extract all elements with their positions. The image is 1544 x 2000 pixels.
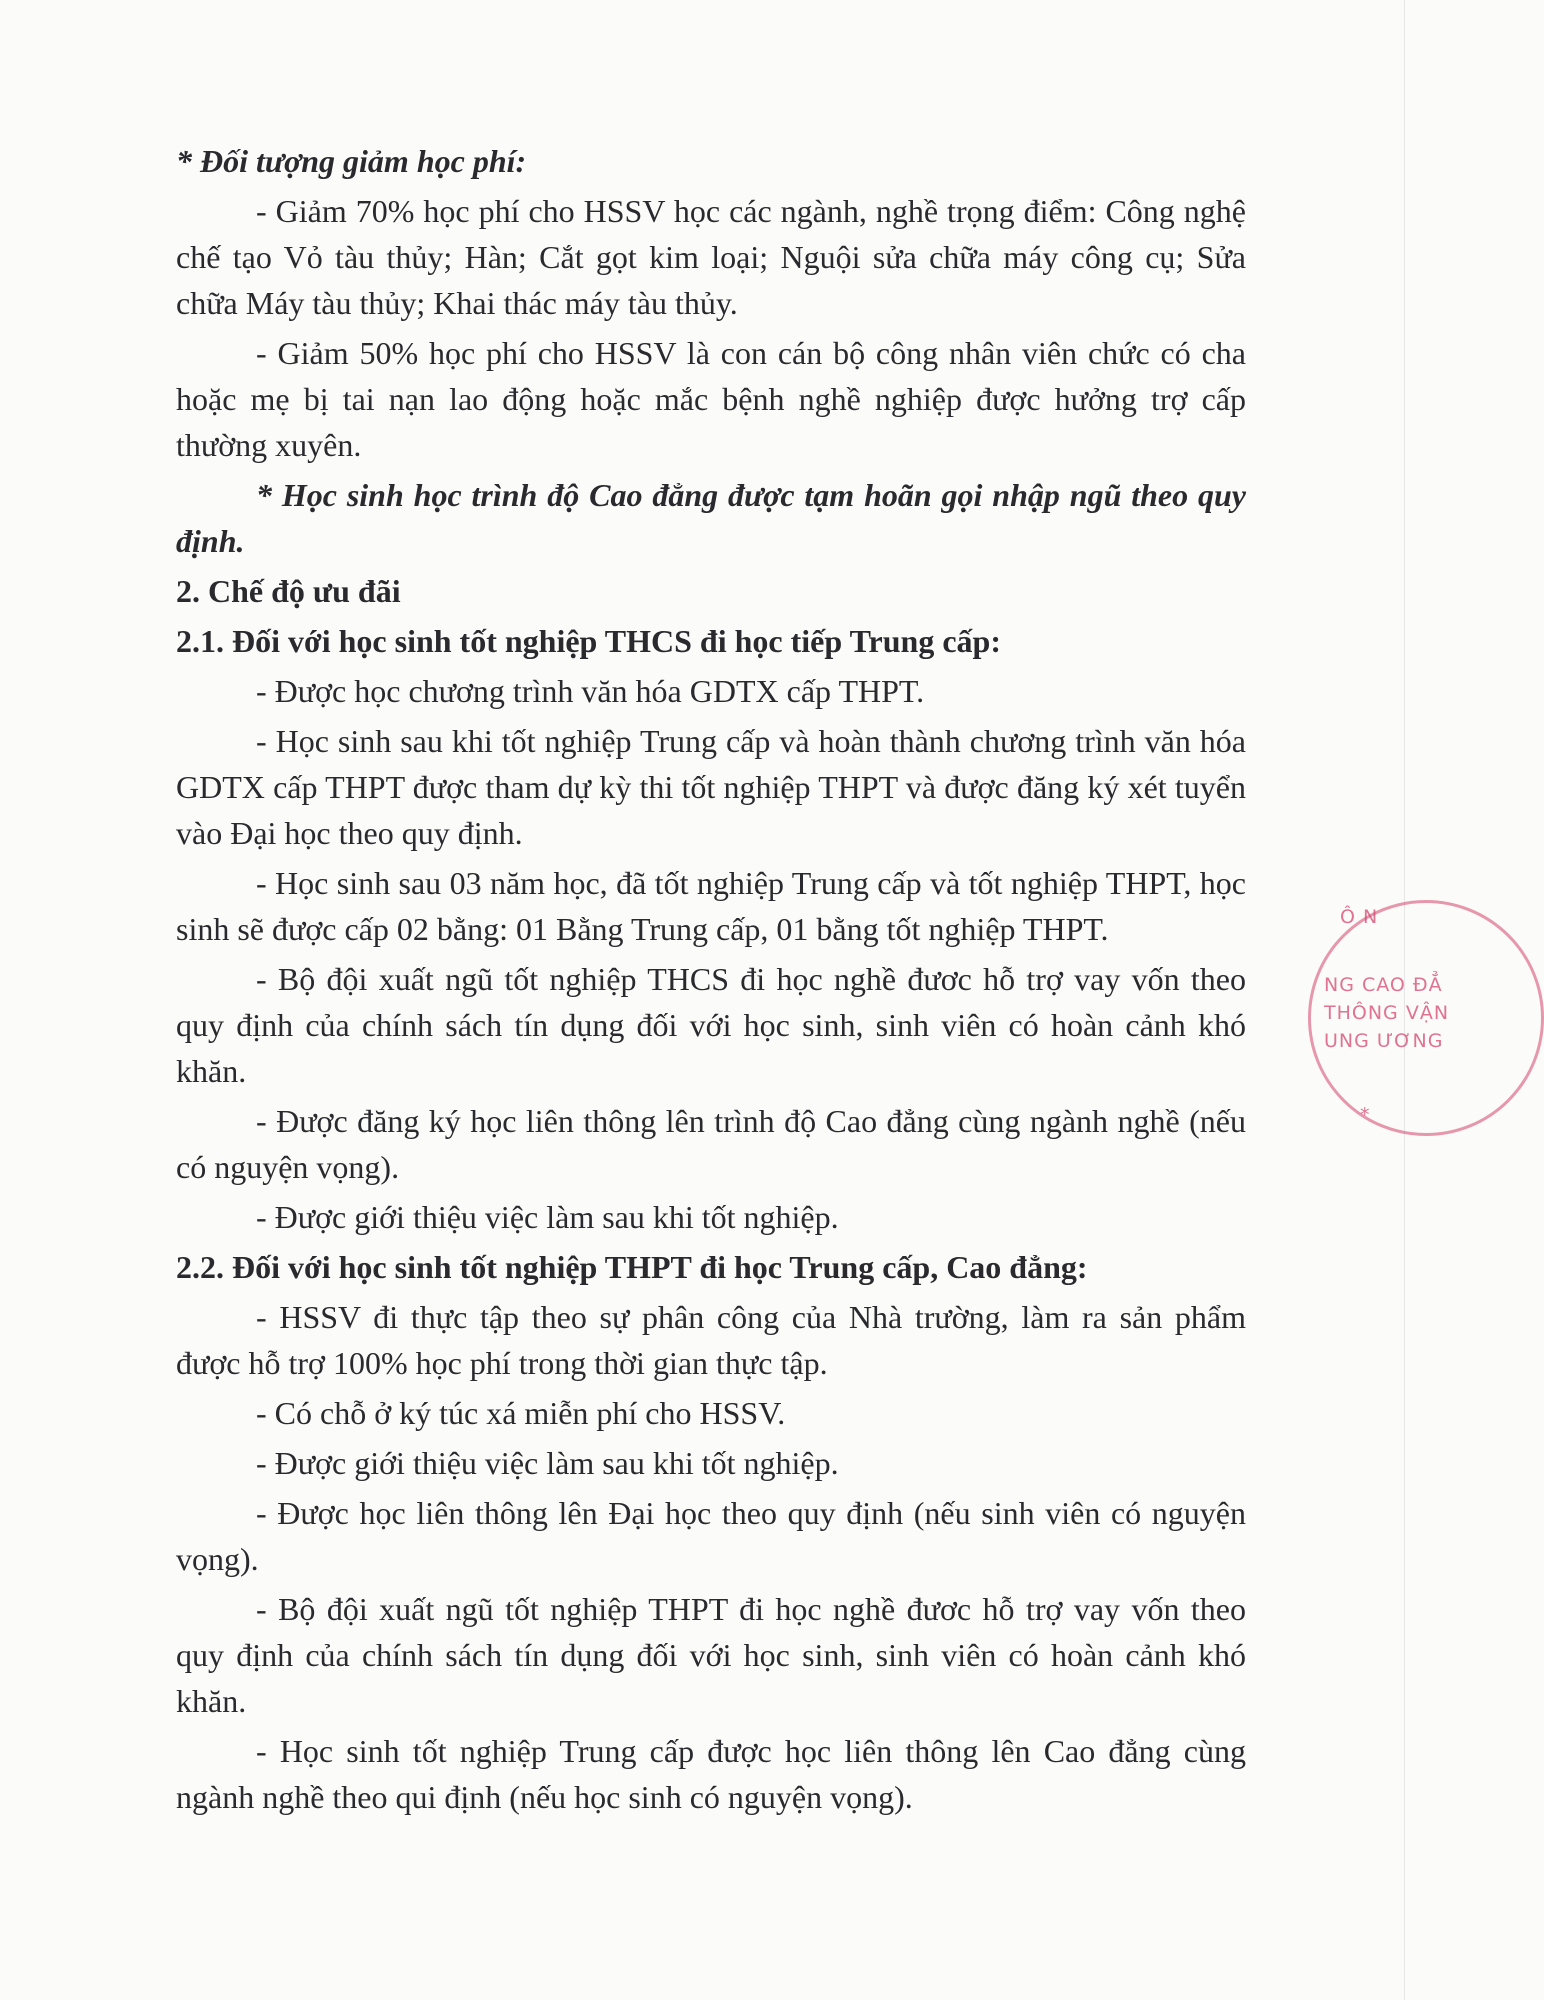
thpt-item: - Được học liên thông lên Đại học theo quy định (nếu sinh viên có nguyện vọng).: [176, 1495, 1246, 1577]
reduce-fees-item: - Giảm 50% học phí cho HSSV là con cán bộ công nhân viên chức có cha hoặc mẹ bị tai nạn lao động hoặc mắc bệnh nghề nghiệp được hưởng trợ cấp thường xuyên.: [176, 335, 1246, 463]
military-deferral-note: * Học sinh học trình độ Cao đẳng được tạm hoãn gọi nhập ngũ theo quy định.: [176, 477, 1246, 559]
thpt-item: - Bộ đội xuất ngũ tốt nghiệp THPT đi học nghề đươc hỗ trợ vay vốn theo quy định của chính sách tín dụng đối với học sinh, sinh viên có hoàn cảnh khó khăn.: [176, 1591, 1246, 1719]
incentives-thcs-heading: 2.1. Đối với học sinh tốt nghiệp THCS đi học tiếp Trung cấp:: [176, 623, 1001, 659]
thcs-item: - Học sinh sau khi tốt nghiệp Trung cấp và hoàn thành chương trình văn hóa GDTX cấp THPT được tham dự kỳ thi tốt nghiệp THPT và được đăng ký xét tuyển vào Đại học theo quy định.: [176, 723, 1246, 851]
thcs-item: - Học sinh sau 03 năm học, đã tốt nghiệp Trung cấp và tốt nghiệp THPT, học sinh sẽ được cấp 02 bằng: 01 Bằng Trung cấp, 01 bằng tốt nghiệp THPT.: [176, 865, 1246, 947]
thpt-item: - Được giới thiệu việc làm sau khi tốt nghiệp.: [256, 1445, 839, 1481]
thcs-item: - Bộ đội xuất ngũ tốt nghiệp THCS đi học nghề đươc hỗ trợ vay vốn theo quy định của chính sách tín dụng đối với học sinh, sinh viên có hoàn cảnh khó khăn.: [176, 961, 1246, 1089]
thpt-item: - HSSV đi thực tập theo sự phân công của Nhà trường, làm ra sản phẩm được hỗ trợ 100% học phí trong thời gian thực tập.: [176, 1299, 1246, 1381]
reduce-fees-item: - Giảm 70% học phí cho HSSV học các ngành, nghề trọng điểm: Công nghệ chế tạo Vỏ tàu thủy; Hàn; Cắt gọt kim loại; Nguội sửa chữa máy công cụ; Sửa chữa Máy tàu thủy; Khai thác máy tàu thủy.: [176, 193, 1246, 321]
thcs-item: - Được giới thiệu việc làm sau khi tốt nghiệp.: [256, 1199, 839, 1235]
stamp-star: *: [1360, 1104, 1371, 1126]
thpt-item: - Học sinh tốt nghiệp Trung cấp được học liên thông lên Cao đẳng cùng ngành nghề theo qui định (nếu học sinh có nguyện vọng).: [176, 1733, 1246, 1815]
thpt-item: - Có chỗ ở ký túc xá miễn phí cho HSSV.: [256, 1395, 786, 1431]
reduce-fees-heading: * Đối tượng giảm học phí:: [176, 143, 527, 179]
stamp-text: THÔNG VẬN: [1324, 1002, 1450, 1024]
thcs-item: - Được đăng ký học liên thông lên trình độ Cao đẳng cùng ngành nghề (nếu có nguyện vọng).: [176, 1103, 1246, 1185]
official-seal-stamp: [1300, 890, 1450, 1150]
stamp-text: UNG ƯƠNG: [1324, 1030, 1444, 1052]
stamp-text: NG CAO ĐẲ: [1324, 974, 1443, 996]
incentives-thpt-heading: 2.2. Đối với học sinh tốt nghiệp THPT đi học Trung cấp, Cao đẳng:: [176, 1249, 1088, 1285]
incentives-heading: 2. Chế độ ưu đãi: [176, 573, 401, 609]
thcs-item: - Được học chương trình văn hóa GDTX cấp THPT.: [256, 673, 925, 709]
stamp-text: Ô N: [1340, 906, 1379, 928]
document-body: [176, 138, 1246, 1824]
